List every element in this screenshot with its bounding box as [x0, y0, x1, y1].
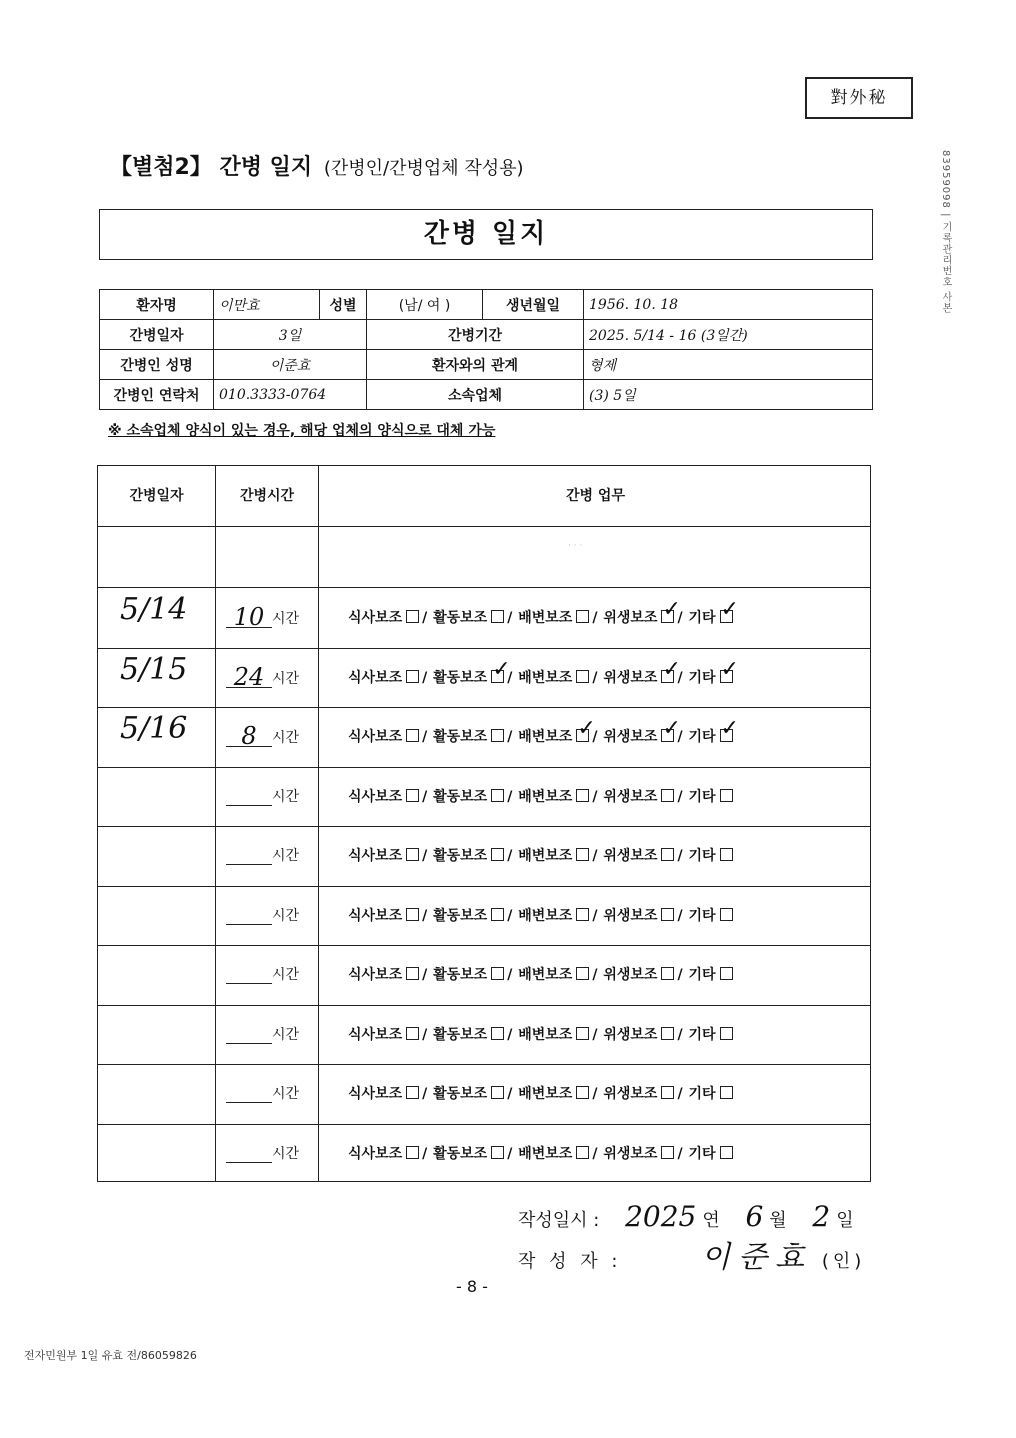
- task-label: 위생보조: [603, 788, 658, 805]
- task-checkbox[interactable]: [406, 908, 419, 921]
- care-log-row: [98, 588, 872, 647]
- task-label: 활동보조: [433, 848, 488, 864]
- task-label: 활동보조: [433, 788, 488, 805]
- birth-label: 생년월일: [483, 290, 584, 320]
- care-log-row: [98, 1005, 872, 1064]
- task-checkbox[interactable]: [720, 967, 733, 980]
- writer: [518, 1232, 865, 1276]
- task-checkbox[interactable]: [661, 908, 674, 921]
- hours-unit: 시간: [272, 907, 300, 924]
- task-checkbox[interactable]: [406, 729, 419, 742]
- task-label: 배변보조: [518, 848, 573, 864]
- hours-unit: 시간: [272, 670, 300, 687]
- care-log-hours-value: [226, 1043, 272, 1044]
- task-label: 위생보조: [603, 669, 658, 686]
- task-label: 식사보조: [348, 1086, 403, 1102]
- care-log-hours-value: 8: [226, 726, 272, 747]
- document-title: [110, 150, 524, 181]
- task-checkbox[interactable]: [491, 967, 504, 980]
- task-label: 배변보조: [518, 610, 573, 626]
- writer-signature: 이준효: [701, 1240, 813, 1275]
- care-log-hours: [226, 1143, 299, 1163]
- task-checkbox[interactable]: [720, 908, 733, 921]
- task-checkbox[interactable]: [720, 670, 733, 683]
- care-days-value: 3일: [214, 320, 367, 350]
- task-label: 위생보조: [603, 1086, 658, 1102]
- care-log-hours: [226, 845, 299, 865]
- care-log-row: [98, 945, 872, 1004]
- task-checkbox[interactable]: [576, 1086, 589, 1099]
- task-checkbox[interactable]: [491, 848, 504, 861]
- birth-value: 1956. 10. 18: [584, 290, 873, 320]
- task-checkbox[interactable]: [491, 1146, 504, 1159]
- task-checkbox[interactable]: [406, 1086, 419, 1099]
- relation-label: 환자와의 관계: [367, 350, 584, 380]
- task-label: 식사보조: [348, 610, 403, 626]
- care-log-tasks: 식사보조 / 활동보조 / 배변보조✓ / 위생보조✓ / 기타✓: [348, 726, 736, 746]
- care-log-hours: [226, 1083, 299, 1103]
- care-log-hours-value: [226, 1102, 272, 1103]
- task-label: 기타: [688, 788, 716, 805]
- care-period-value: 2025. 5/14 - 16 (3일간): [584, 320, 873, 350]
- care-days-label: 간병일자: [100, 320, 214, 350]
- header-date: 간병일자: [129, 488, 184, 504]
- task-label: 식사보조: [348, 967, 403, 983]
- task-label: 배변보조: [518, 967, 573, 983]
- care-log-tasks: 식사보조 / 활동보조 / 배변보조 / 위생보조 / 기타: [348, 786, 736, 806]
- form-title-box: 간병 일지: [99, 209, 873, 260]
- task-checkbox[interactable]: [576, 908, 589, 921]
- task-checkbox[interactable]: [576, 789, 589, 802]
- care-log-table: [97, 465, 871, 1182]
- care-log-hours-value: [226, 805, 272, 806]
- task-checkbox[interactable]: [720, 848, 733, 861]
- task-label: 위생보조: [603, 1145, 658, 1162]
- caregiver-phone-value: 010.3333-0764: [214, 380, 367, 410]
- task-label: 기타: [688, 848, 716, 864]
- task-label: 위생보조: [603, 907, 658, 924]
- task-label: 식사보조: [348, 907, 403, 924]
- task-label: 위생보조: [603, 729, 658, 745]
- task-checkbox[interactable]: [406, 1027, 419, 1040]
- side-document-code: 83959098 | 기록관리번호 사본: [940, 150, 951, 314]
- care-log-row: [98, 648, 872, 707]
- care-log-tasks: 식사보조 / 활동보조 / 배변보조 / 위생보조 / 기타: [348, 905, 736, 925]
- patient-name-label: 환자명: [100, 290, 214, 320]
- task-checkbox[interactable]: [661, 967, 674, 980]
- task-checkbox[interactable]: [661, 1146, 674, 1159]
- task-label: 활동보조: [433, 610, 488, 626]
- header-divider: [98, 526, 870, 527]
- day-unit: 일: [836, 1210, 854, 1231]
- task-label: 기타: [688, 907, 716, 924]
- task-checkbox[interactable]: [661, 729, 674, 742]
- task-label: 활동보조: [433, 1086, 488, 1102]
- care-log-row: [98, 826, 872, 885]
- task-label: 기타: [688, 1026, 716, 1043]
- task-checkbox[interactable]: [406, 1146, 419, 1159]
- task-label: 위생보조: [603, 848, 658, 864]
- care-log-tasks: 식사보조 / 활동보조✓ / 배변보조 / 위생보조✓ / 기타✓: [348, 667, 736, 687]
- hours-unit: 시간: [272, 1145, 300, 1162]
- task-checkbox[interactable]: [576, 610, 589, 623]
- task-checkbox[interactable]: [576, 729, 589, 742]
- care-log-hours: [226, 786, 299, 806]
- task-checkbox[interactable]: [720, 1146, 733, 1159]
- care-log-date: 5/16: [120, 711, 188, 746]
- care-log-row: [98, 707, 872, 766]
- task-label: 식사보조: [348, 729, 403, 745]
- task-checkbox[interactable]: [406, 848, 419, 861]
- document-title-subtitle: (간병인/간병업체 작성용): [323, 158, 524, 179]
- task-label: 기타: [688, 967, 716, 983]
- task-label: 활동보조: [433, 669, 488, 686]
- year-unit: 연: [702, 1210, 720, 1231]
- task-label: 기타: [688, 1145, 716, 1162]
- task-label: 활동보조: [433, 729, 488, 745]
- hours-unit: 시간: [272, 611, 300, 627]
- company-value: (3) 5일: [584, 380, 873, 410]
- task-label: 식사보조: [348, 1145, 403, 1162]
- task-label: 활동보조: [433, 967, 488, 983]
- task-label: 식사보조: [348, 788, 403, 805]
- task-label: 배변보조: [518, 1086, 573, 1102]
- care-log-row: [98, 1064, 872, 1123]
- written-month: 6: [745, 1200, 764, 1233]
- care-log-row: [98, 886, 872, 945]
- task-label: 위생보조: [603, 610, 658, 626]
- task-checkbox[interactable]: [406, 670, 419, 683]
- task-checkbox[interactable]: [576, 967, 589, 980]
- task-label: 기타: [688, 610, 716, 626]
- task-label: 배변보조: [518, 1145, 573, 1162]
- task-label: 식사보조: [348, 1026, 403, 1043]
- task-checkbox[interactable]: [661, 848, 674, 861]
- task-label: 기타: [688, 669, 716, 686]
- header-tasks: 간병 업무: [566, 488, 625, 504]
- seal-mark: (인): [821, 1251, 866, 1272]
- care-log-tasks: 식사보조 / 활동보조 / 배변보조 / 위생보조 / 기타: [348, 1083, 736, 1103]
- caregiver-name-label: 간병인 성명: [100, 350, 214, 380]
- task-checkbox[interactable]: [720, 729, 733, 742]
- header-hours: 간병시간: [239, 488, 295, 504]
- caregiver-name-value: 이준효: [214, 350, 367, 380]
- task-checkbox[interactable]: [661, 1086, 674, 1099]
- patient-name-value: 이만효: [214, 290, 320, 320]
- task-checkbox[interactable]: [661, 610, 674, 623]
- care-log-tasks: 식사보조 / 활동보조 / 배변보조 / 위생보조✓ / 기타✓: [348, 607, 736, 627]
- care-log-hours: [226, 964, 299, 984]
- task-label: 배변보조: [518, 729, 573, 745]
- task-checkbox[interactable]: [661, 1027, 674, 1040]
- relation-value: 형제: [584, 350, 873, 380]
- care-log-date: 5/15: [120, 651, 188, 687]
- writer-label: 작 성 자 :: [518, 1251, 622, 1272]
- care-log-hours: [226, 905, 299, 925]
- written-year: 2025: [625, 1200, 697, 1233]
- task-label: 식사보조: [348, 848, 403, 864]
- task-label: 활동보조: [433, 1026, 488, 1043]
- care-log-hours-value: [226, 924, 272, 925]
- task-checkbox[interactable]: [491, 1086, 504, 1099]
- task-checkbox[interactable]: [720, 1086, 733, 1099]
- task-checkbox[interactable]: [720, 1027, 733, 1040]
- care-log-tasks: 식사보조 / 활동보조 / 배변보조 / 위생보조 / 기타: [348, 1143, 736, 1163]
- care-log-tasks: 식사보조 / 활동보조 / 배변보조 / 위생보조 / 기타: [348, 1024, 736, 1044]
- faint-mark: · · ·: [568, 541, 583, 551]
- month-unit: 월: [769, 1210, 787, 1231]
- company-label: 소속업체: [367, 380, 584, 410]
- task-checkbox[interactable]: [491, 610, 504, 623]
- care-log-hours: [226, 1024, 299, 1044]
- task-label: 배변보조: [518, 1026, 573, 1043]
- task-label: 식사보조: [348, 669, 403, 686]
- task-label: 위생보조: [603, 1026, 658, 1043]
- care-log-tasks: 식사보조 / 활동보조 / 배변보조 / 위생보조 / 기타: [348, 845, 736, 865]
- task-checkbox[interactable]: [576, 1027, 589, 1040]
- task-checkbox[interactable]: [406, 789, 419, 802]
- task-checkbox[interactable]: [406, 610, 419, 623]
- task-checkbox[interactable]: [491, 908, 504, 921]
- care-log-hours: [226, 662, 300, 691]
- written-date-label: 작성일시 :: [518, 1210, 600, 1231]
- hours-unit: 시간: [272, 1086, 300, 1102]
- care-log-hours-value: [226, 983, 272, 984]
- confidential-stamp: 對外秘: [805, 77, 913, 119]
- task-checkbox[interactable]: [576, 1146, 589, 1159]
- task-label: 활동보조: [433, 907, 488, 924]
- task-checkbox[interactable]: [491, 1027, 504, 1040]
- care-log-hours-value: 10: [226, 607, 272, 628]
- task-checkbox[interactable]: [661, 670, 674, 683]
- hours-unit: 시간: [272, 848, 300, 864]
- care-period-label: 간병기간: [367, 320, 584, 350]
- care-log-hours-value: 24: [226, 667, 272, 688]
- task-checkbox[interactable]: [491, 670, 504, 683]
- sex-label: 성별: [320, 290, 367, 320]
- task-checkbox[interactable]: [661, 789, 674, 802]
- sex-value: (남/ 여 ): [367, 290, 483, 320]
- task-label: 배변보조: [518, 788, 573, 805]
- care-log-row: [98, 767, 872, 826]
- task-label: 기타: [688, 1086, 716, 1102]
- task-label: 기타: [688, 729, 716, 745]
- task-checkbox[interactable]: [720, 610, 733, 623]
- hours-unit: 시간: [272, 730, 300, 746]
- hours-unit: 시간: [272, 788, 300, 805]
- page-number: - 8 -: [456, 1277, 488, 1296]
- written-day: 2: [812, 1200, 831, 1233]
- task-label: 활동보조: [433, 1145, 488, 1162]
- task-checkbox[interactable]: [406, 967, 419, 980]
- care-log-date: 5/14: [120, 592, 188, 627]
- task-checkbox[interactable]: [576, 848, 589, 861]
- substitution-note: ※ 소속업체 양식이 있는 경우, 해당 업체의 양식으로 대체 가능: [108, 423, 496, 439]
- care-log-hours: [226, 722, 300, 750]
- task-label: 위생보조: [603, 967, 658, 983]
- document-title-main: 【별첨2】 간병 일지: [110, 155, 313, 180]
- care-log-hours: [226, 603, 300, 631]
- hours-unit: 시간: [272, 967, 300, 983]
- caregiver-phone-label: 간병인 연락처: [100, 380, 214, 410]
- care-log-hours-value: [226, 864, 272, 865]
- patient-info-table: [99, 289, 873, 410]
- care-log-row: [98, 1124, 872, 1183]
- care-log-hours-value: [226, 1162, 272, 1163]
- task-checkbox[interactable]: [576, 670, 589, 683]
- care-log-tasks: 식사보조 / 활동보조 / 배변보조 / 위생보조 / 기타: [348, 964, 736, 984]
- task-label: 배변보조: [518, 907, 573, 924]
- hours-unit: 시간: [272, 1026, 300, 1043]
- bottom-document-code: 전자민원부 1일 유효 전/86059826: [24, 1349, 197, 1362]
- task-checkbox[interactable]: [491, 729, 504, 742]
- task-checkbox[interactable]: [491, 789, 504, 802]
- task-label: 배변보조: [518, 669, 573, 686]
- written-date: [518, 1200, 854, 1233]
- task-checkbox[interactable]: [720, 789, 733, 802]
